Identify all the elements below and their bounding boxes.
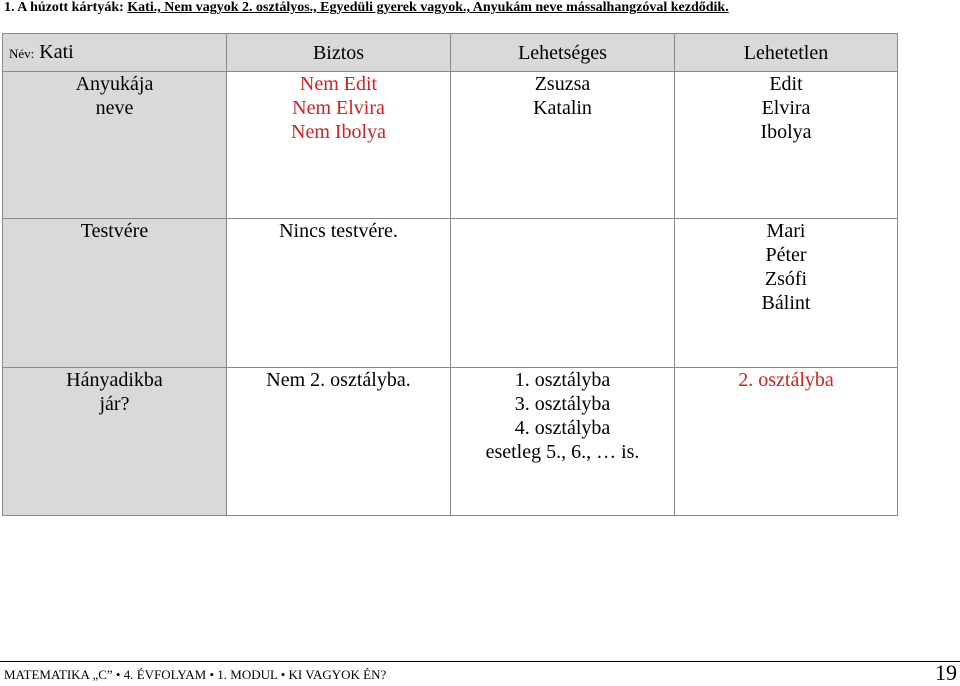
- row-hanyadikba-jar: [3, 368, 898, 516]
- cell-line: Zsófi: [764, 268, 808, 290]
- row-label-line: Anyukája: [75, 73, 154, 95]
- name-value: Kati: [39, 40, 74, 63]
- cell-line: Nincs testvére.: [279, 220, 398, 242]
- row-label-line: Hányadikba: [66, 369, 163, 391]
- row-label-line: jár?: [99, 393, 130, 415]
- cell-line: Zsuzsa: [534, 73, 591, 95]
- cell-lehetetlen: [675, 219, 898, 368]
- footer-divider: [0, 661, 960, 662]
- cell-line: Nem Elvira: [292, 97, 385, 119]
- cell-line: 4. osztályba: [514, 417, 611, 439]
- page-number: 19: [935, 660, 957, 685]
- row-anyukaja-neve: [3, 72, 898, 219]
- row-label-line: neve: [95, 97, 134, 119]
- cell-line: 1. osztályba: [514, 369, 611, 391]
- cell-lehetetlen: [675, 368, 898, 516]
- cell-line: Nem Edit: [299, 73, 378, 95]
- cell-lehetseges: [451, 219, 675, 368]
- cell-line: Nem Ibolya: [291, 121, 386, 143]
- cell-line: 3. osztályba: [514, 393, 611, 415]
- column-header-lehetseges: Lehetséges: [451, 34, 675, 72]
- row-label: [3, 368, 227, 516]
- name-cell: [3, 34, 227, 72]
- deduction-table: [2, 33, 898, 516]
- name-label: Név:: [9, 45, 35, 61]
- cell-line: Bálint: [761, 292, 811, 314]
- cell-line: Edit: [769, 73, 803, 95]
- cell-line: 2. osztályba: [738, 369, 834, 391]
- row-testvere: [3, 219, 898, 368]
- cell-line: Mari: [766, 220, 806, 242]
- cell-biztos: [227, 72, 451, 219]
- row-label: [3, 72, 227, 219]
- cell-lehetseges: [451, 72, 675, 219]
- cell-line: Nem 2. osztályba.: [266, 369, 411, 391]
- row-label: [3, 219, 227, 368]
- cell-biztos: [227, 219, 451, 368]
- cell-line: Elvira: [761, 97, 811, 119]
- header-row: [3, 34, 898, 72]
- cell-lehetseges: [451, 368, 675, 516]
- row-label-line: Testvére: [80, 220, 149, 242]
- cell-line: Ibolya: [760, 121, 812, 143]
- cell-line: Katalin: [533, 97, 592, 119]
- cell-line: esetleg 5., 6., … is.: [485, 441, 640, 463]
- cell-lehetetlen: [675, 72, 898, 219]
- task-prefix: 1. A húzott kártyák:: [4, 0, 128, 15]
- footer-title: MATEMATIKA „C” • 4. ÉVFOLYAM • 1. MODUL • KI VAGYOK ÉN?: [4, 667, 387, 682]
- cell-biztos: [227, 368, 451, 516]
- column-header-biztos: Biztos: [227, 34, 451, 72]
- task-instruction: [4, 0, 729, 16]
- drawn-cards: Kati., Nem vagyok 2. osztályos., Egyedüli gyerek vagyok., Anyukám neve mássalhangzóval kezdődik.: [127, 0, 729, 15]
- column-header-lehetetlen: Lehetetlen: [675, 34, 898, 72]
- cell-line: Péter: [765, 244, 807, 266]
